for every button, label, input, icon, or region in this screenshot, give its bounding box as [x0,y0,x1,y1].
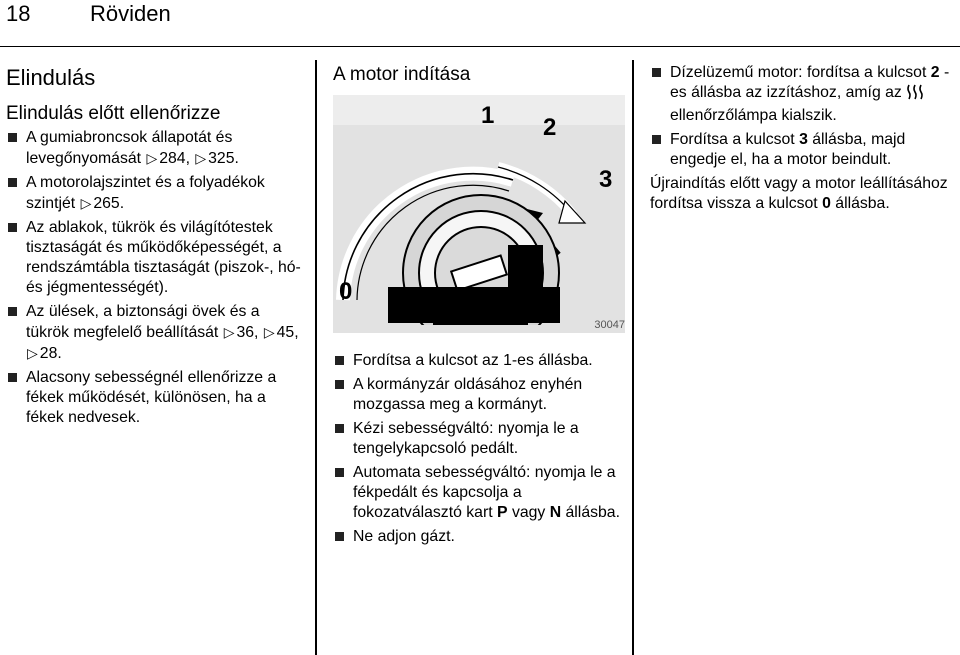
position-label-0: 0 [339,278,353,305]
list-item-text: ellenőrzőlámpa kialszik. [670,107,837,124]
column-middle [333,60,623,551]
paragraph-text: állásba. [835,195,890,212]
list-item-text: állásba. [565,504,620,521]
list-item-text: - es állásba az izzításhoz, amíg az [670,64,950,101]
figure-id: 30047 [594,319,625,331]
bullet-square-icon [652,135,661,144]
list-item-text: A gumiabroncsok állapotát és levegőnyomását [26,129,233,167]
position-label-2: 2 [543,114,557,141]
list-item-text: Kézi sebességváltó: nyomja le a tengelykapcsoló pedált. [353,420,579,457]
key-position-number: 0 [822,195,831,212]
bullet-square-icon [335,356,344,365]
bullet-square-icon [8,178,17,187]
diesel-steps [650,63,960,170]
list-item-text: A motorolajszintet és a folyadékok szintjét [26,174,265,212]
bullet-square-icon [8,133,17,142]
position-label-3: 3 [599,166,613,193]
glow-plug-icon [906,84,924,106]
list-item-text: Fordítsa a kulcsot [670,131,795,148]
list-item [333,351,623,371]
ignition-figure [333,95,625,333]
page-ref-arrow-icon: ▷ [27,345,38,361]
list-item [333,419,623,459]
page-number: 18 [6,1,31,26]
ignition-switch-illustration [333,95,625,333]
page-ref[interactable]: 325. [208,150,239,167]
list-item [333,527,623,547]
bullet-square-icon [335,380,344,389]
list-item-text: Ne adjon gázt. [353,528,455,545]
list-item-text: Fordítsa a kulcsot az 1-es állásba. [353,352,593,369]
page-ref[interactable]: 36, [236,324,259,341]
section-title: Elindulás [6,65,96,90]
page-ref-arrow-icon: ▷ [263,324,275,340]
list-item [333,463,623,523]
paragraph-text: Újraindítás előtt vagy a motor leállításához fordítsa vissza a kulcsot [650,175,948,212]
list-item [650,130,960,170]
bullet-square-icon [8,307,17,316]
page-ref[interactable]: 284, [159,150,190,167]
list-item [333,375,623,415]
page-ref-arrow-icon: ▷ [80,195,92,211]
list-item-text: Alacsony sebességnél ellenőrizze a fékek működését, különösen, ha a fékek nedvesek. [26,369,277,426]
list-item [6,368,306,428]
page-ref[interactable]: 265. [93,195,125,212]
bullet-square-icon [335,532,344,541]
page-ref-arrow-icon: ▷ [146,150,158,166]
list-item-text: vagy [511,504,546,521]
restart-paragraph [650,174,960,214]
list-item [6,173,306,214]
start-steps [333,351,623,547]
bullet-square-icon [8,223,17,232]
list-item [6,128,306,169]
bullet-square-icon [652,68,661,77]
list-item-text: Az ablakok, tükrök és világítótestek tisztaságát és működőképességét, a rendszámtábla tisztaságát (piszok-, hó- és jégmentességét). [26,219,301,296]
checklist [6,128,306,428]
column-left [6,60,306,432]
list-item-text: Az ülések, a biztonsági övek és a tükrök megfelelő beállítását [26,303,260,341]
page-ref-arrow-icon: ▷ [195,150,207,166]
column-divider [632,60,634,655]
bullet-square-icon [8,373,17,382]
position-label-1: 1 [481,102,495,129]
list-item [6,218,306,298]
gear-n-label: N [549,504,562,521]
bullet-square-icon [335,468,344,477]
key-position-number: 2 [930,64,940,81]
list-item-text: Automata sebességváltó: nyomja le a fékpedált és kapcsolja a fokozatválasztó kart [353,464,616,521]
bullet-square-icon [335,424,344,433]
list-item-text: A kormányzár oldásához enyhén mozgassa meg a kormányt. [353,376,583,413]
page-ref-arrow-icon: ▷ [223,324,235,340]
list-item-text: Dízelüzemű motor: fordítsa a kulcsot [670,64,927,81]
list-item-text: állásba, majd engedje el, ha a motor beindult. [670,131,906,168]
list-item [650,63,960,126]
page-header [0,0,960,47]
section-title: A motor indítása [333,64,471,85]
gear-p-label: P [497,504,508,521]
running-title: Röviden [90,1,171,26]
key-position-number: 3 [799,131,808,148]
page-ref[interactable]: 45, [276,324,299,341]
list-item [6,302,306,364]
page-ref[interactable]: 28. [39,345,62,362]
column-right [650,63,960,214]
subsection-title: Elindulás előtt ellenőrizze [6,103,221,124]
column-divider [315,60,317,655]
